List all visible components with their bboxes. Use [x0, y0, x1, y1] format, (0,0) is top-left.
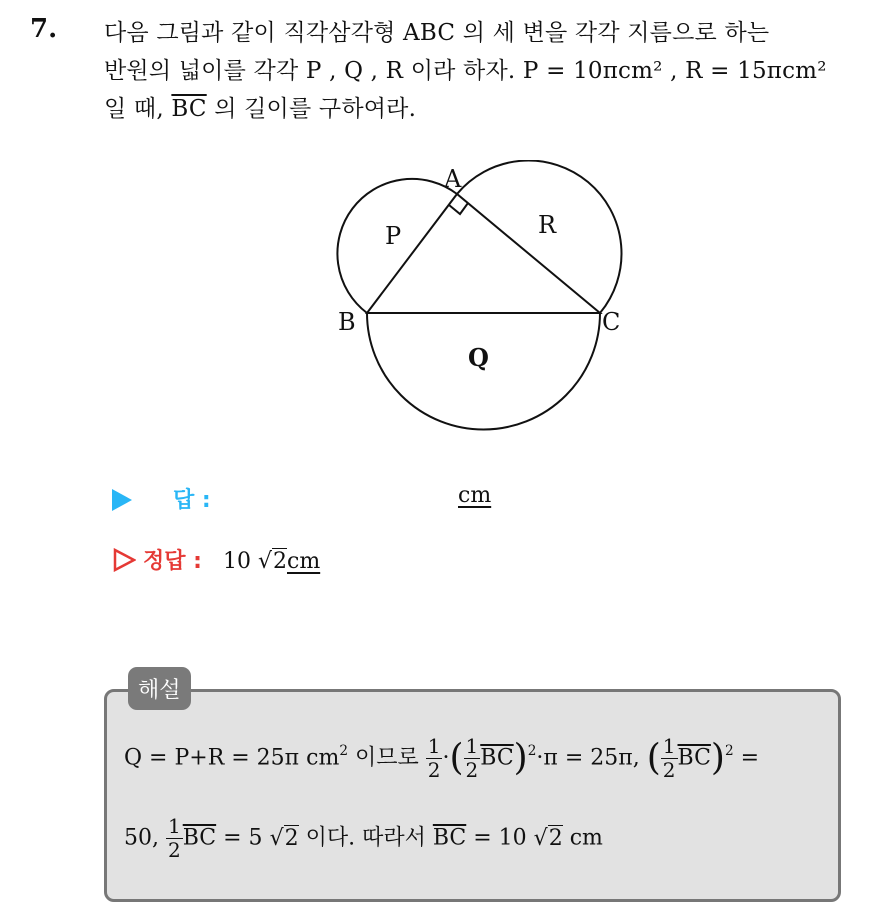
- solution-tag: 해설: [128, 667, 191, 710]
- solution-box: [104, 689, 841, 902]
- triangle-semicircles-figure: [330, 160, 630, 450]
- solution-line-2: 50, $\frac{1}{2}$ $\overline{BC} = 5$ √2 이다. 따라서 $\overline{BC} = 10$ √2 cm: [124, 814, 603, 862]
- answer-row: [112, 483, 211, 514]
- correct-value: 10 √2cm: [222, 549, 321, 574]
- answer-label: 답 :: [173, 488, 211, 513]
- question-line-2: 반원의 넓이를 각각 P , Q , R 이라 하자. P = 10πcm² , R = 15πcm²: [104, 58, 827, 84]
- label-r: R: [538, 211, 557, 239]
- question-line-3: 일 때, $\overline{BC}$ 의 길이를 구하여라.: [104, 96, 417, 122]
- correct-label: 정답 :: [143, 549, 202, 574]
- label-c: C: [602, 308, 621, 336]
- answer-unit: cm: [458, 483, 492, 508]
- question-number: 7.: [30, 14, 58, 44]
- triangle-abc: [367, 194, 600, 313]
- label-a: A: [444, 165, 462, 193]
- filled-triangle-icon: [112, 489, 132, 511]
- right-angle-mark: [449, 203, 468, 214]
- label-q: Q: [468, 343, 489, 372]
- segment-bc: $\overline{BC}$: [171, 96, 207, 122]
- correct-answer-row: [112, 544, 320, 575]
- label-p: P: [385, 222, 402, 250]
- solution-line-1: Q = P+R = 25π $cm^2$ 이므로 $\frac{1}{2}$ ·( $\frac{1}{2}$ $\overline{BC})^2\cdot\pi = 25\pi$, ( $\frac{1}{2}$ $\overline{BC})^2$ =: [124, 734, 760, 782]
- question-line-1: 다음 그림과 같이 직각삼각형 ABC 의 세 변을 각각 지름으로 하는: [104, 20, 770, 46]
- label-b: B: [338, 308, 356, 336]
- outline-triangle-icon: [112, 548, 136, 572]
